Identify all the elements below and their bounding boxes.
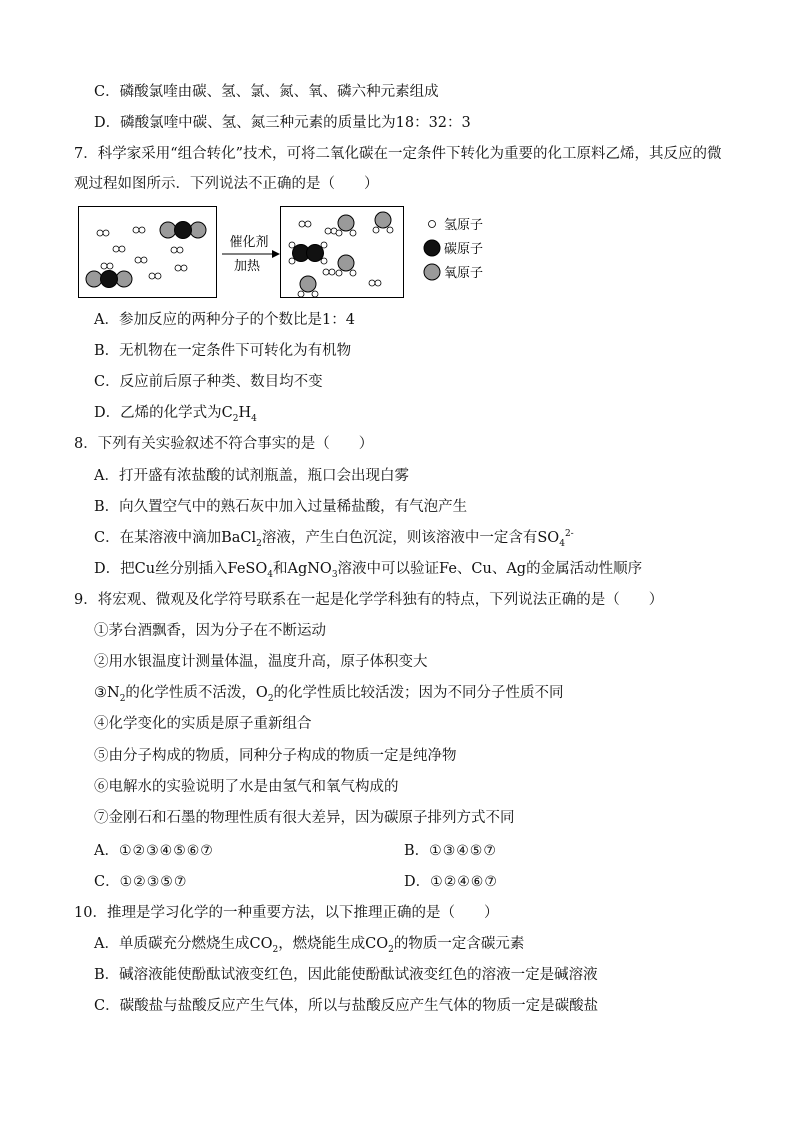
q8-option-b: B．向久置空气中的熟石灰中加入过量稀盐酸，有气泡产生: [94, 499, 468, 515]
q9-option-b: B．①③④⑤⑦: [404, 843, 497, 859]
legend-carbon-label: 碳原子: [444, 242, 484, 257]
q7-stem-line1: 7．科学家采用“组合转化”技术，可将二氧化碳在一定条件下转化为重要的化工原料乙烯，其反应的微: [74, 146, 722, 162]
q9-statement-5: ⑤由分子构成的物质，同种分子构成的物质一定是纯净物: [94, 748, 457, 764]
prev-option-c: C．磷酸氯喹由碳、氢、氯、氮、氧、磷六种元素组成: [94, 84, 439, 100]
prev-option-d: D．磷酸氯喹中碳、氢、氮三种元素的质量比为18：32：3: [94, 115, 471, 131]
q9-statement-2: ②用水银温度计测量体温，温度升高，原子体积变大: [94, 654, 428, 670]
q10-option-c: C．碳酸盐与盐酸反应产生气体，所以与盐酸反应产生气体的物质一定是碳酸盐: [94, 998, 599, 1014]
q9-statement-4: ④化学变化的实质是原子重新组合: [94, 716, 312, 732]
q7-option-c: C．反应前后原子种类、数目均不变: [94, 374, 323, 390]
q7-reaction-diagram: [78, 206, 498, 298]
reaction-arrow: [222, 234, 280, 274]
arrow-condition-heat: 加热: [233, 259, 261, 274]
q10-option-a: A．单质碳充分燃烧生成$CO_2$，燃烧能生成$CO_2$的物质一定含碳元素: [94, 936, 525, 955]
legend-oxygen-label: 氧原子: [444, 266, 484, 281]
q9-statement-7: ⑦金刚石和石墨的物理性质有很大差异，因为碳原子排列方式不同: [94, 810, 515, 826]
legend-oxygen-icon: [424, 264, 440, 280]
q10-stem: 10．推理是学习化学的一种重要方法，以下推理正确的是（ ）: [74, 905, 499, 921]
legend-carbon-icon: [424, 240, 440, 256]
q8-option-c: C．在某溶液中滴加BaCl$_2$溶液，产生白色沉淀，则该溶液中一定含有$SO_4^{2-}$: [94, 529, 574, 549]
q8-option-d: D．把Cu丝分别插入FeSO$_4$和AgNO$_3$溶液中可以验证Fe、Cu、Ag的金属活动性顺序: [94, 561, 643, 580]
legend-hydrogen-icon: [429, 221, 436, 228]
products-box: [281, 207, 404, 298]
q10-option-b: B．碱溶液能使酚酞试液变红色，因此能使酚酞试液变红色的溶液一定是碱溶液: [94, 967, 598, 983]
q9-option-c: C．①②③⑤⑦: [94, 874, 188, 890]
q9-statement-1: ①茅台酒飘香，因为分子在不断运动: [94, 623, 326, 639]
q7-option-a: A．参加反应的两种分子的个数比是1：4: [94, 312, 355, 328]
atom-legend: [424, 218, 483, 281]
q7-option-d: D．乙烯的化学式为$C_2H_4$: [94, 405, 257, 424]
q8-stem: 8．下列有关实验叙述不符合事实的是（ ）: [74, 436, 374, 452]
reactants-box: [79, 207, 217, 298]
q9-stem: 9．将宏观、微观及化学符号联系在一起是化学学科独有的特点，下列说法正确的是（ ）: [74, 592, 664, 608]
legend-hydrogen-label: 氢原子: [444, 218, 484, 233]
q7-option-b: B．无机物在一定条件下可转化为有机物: [94, 343, 352, 359]
q9-option-a: A．①②③④⑤⑥⑦: [94, 843, 214, 859]
product-c2h4-molecule: [289, 242, 327, 264]
arrow-condition-catalyst: 催化剂: [229, 235, 269, 250]
q8-option-a: A．打开盛有浓盐酸的试剂瓶盖，瓶口会出现白雾: [94, 468, 409, 484]
q9-option-d: D．①②④⑥⑦: [404, 874, 498, 890]
q7-stem-line2: 观过程如图所示．下列说法不正确的是（ ）: [74, 176, 379, 192]
q9-statement-6: ⑥电解水的实验说明了水是由氢气和氧气构成的: [94, 779, 399, 795]
q9-statement-3: $③N_2$的化学性质不活泼，$O_2$的化学性质比较活泼；因为不同分子性质不同: [94, 685, 564, 704]
